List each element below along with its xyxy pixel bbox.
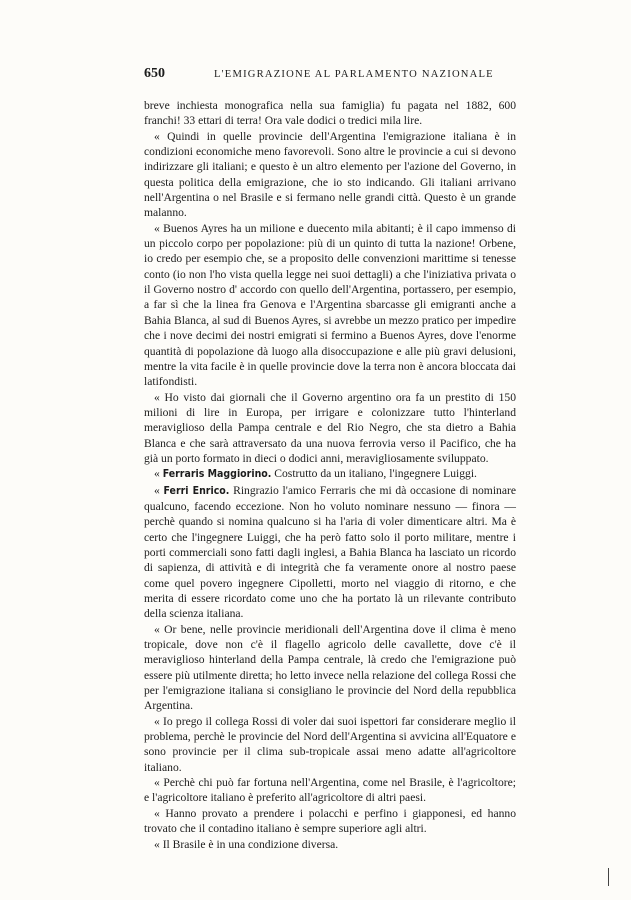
paragraph: breve inchiesta monografica nella sua famiglia) fu pagata nel 1882, 600 franchi! 33 ettari di terra! Ora vale dodici o tredici mila lire. <box>144 99 516 128</box>
speaker-name: Ferri Enrico. <box>163 484 230 497</box>
page-number: 650 <box>144 66 165 81</box>
document-page <box>144 66 516 852</box>
page-header <box>144 66 516 88</box>
speaker-paragraph <box>144 466 516 482</box>
running-title: L'EMIGRAZIONE AL PARLAMENTO NAZIONALE <box>214 69 494 80</box>
speech-text: Costrutto da un italiano, l'ingegnere Luiggi. <box>271 467 477 481</box>
margin-mark <box>608 868 609 886</box>
page-body <box>144 98 516 852</box>
speaker-name: Ferraris Maggiorino. <box>162 468 272 481</box>
paragraph: « Io prego il collega Rossi di voler dai suoi ispettori far considerare meglio il problema, perchè le provincie del Nord dell'Argentina si avvicina all'Equatore e sono provincie per il clima sub-tropicale assai meno adatte all'agricoltore italiano. <box>144 714 516 774</box>
speech-text: Ringrazio l'amico Ferraris che mi dà occasione di nominare qualcuno, facendo eccezione. Non ho voluto nominare nessuno — finora — perchè quando si nomina qualcuno si ha l'aria di voler dimenticare altri. Ma è certo che l'ingegnere Luiggi, che ha però fatto solo il porto militare, mentre i porti commerciali sono fatti dagli inglesi, a Bahia Blanca ha lasciato un ricordo di sapienza, di attività e di integrità che fa veramente onore al nostro paese come quel povero ingegnere Cipolletti, morto nel viaggio di ritorno, e che merita di essere ricordato come uno che ha portato là un rilevante contributo della scienza italiana. <box>144 483 516 621</box>
paragraph: « Perchè chi può far fortuna nell'Argentina, come nel Brasile, è l'agricoltore; e l'agricoltore italiano è preferito all'agricoltore di altri paesi. <box>144 776 516 805</box>
paragraph: « Il Brasile è in una condizione diversa. <box>154 837 339 851</box>
speaker-paragraph <box>144 483 516 622</box>
paragraph: « Buenos Ayres ha un milione e duecento mila abitanti; è il capo immenso di un piccolo corpo per popolazione: più di un quinto di tutta la nazione! Orbene, io credo per esempio che, se a proposito delle convenzioni marittime si tenesse conto (io non l'ho vista quella legge nei suoi dettagli) a che l'iniziativa privata o il Governo nostro d' accordo con quello dell'Argentina, portassero, per esempio, a far sì che la linea fra Genova e l'Argentina sbarcasse gli emigranti anche a Bahia Blanca, al sud di Buenos Ayres, si avrebbe un mezzo pratico per impedire che i nove decimi dei nostri emigrati si fermino a Buenos Ayres, dove l'enorme quantità di popolazione dà luogo alla disoccupazione e alle più gravi delusioni, mentre la vita facile è in quelle provincie dove la terra non è ancora bloccata dai latifondisti. <box>144 221 516 389</box>
paragraph: « Hanno provato a prendere i polacchi e perfino i giapponesi, ed hanno trovato che il contadino italiano è sempre superiore agli altri. <box>144 806 516 836</box>
paragraph: « Or bene, nelle provincie meridionali dell'Argentina dove il clima è meno tropicale, dove non c'è il flagello agricolo delle cavallette, dove c'è il meraviglioso hinterland della Pampa centrale, là credo che l'emigrazione può essere più utilmente diretta; ho letto invece nella relazione del collega Rossi che per l'emigrazione italiana si consigliano le provincie del Nord della repubblica Argentina. <box>144 622 516 713</box>
quote-mark: « <box>154 483 164 497</box>
paragraph: « Ho visto dai giornali che il Governo argentino ora fa un prestito di 150 milioni di lire in Europa, per irrigare e colonizzare tutto l'hinterland meraviglioso della Pampa centrale e del Rio Negro, che sta dietro a Bahia Blanca e che sarà attraversato da una nuova ferrovia verso il Pacifico, che ha già un porto formato in dieci o dodici anni, meravigliosamente sviluppato. <box>144 390 516 465</box>
quote-mark: « <box>154 467 163 481</box>
paragraph: « Quindi in quelle provincie dell'Argentina l'emigrazione italiana è in condizioni economiche meno favorevoli. Sono altre le provincie a cui si devono indirizzare gli italiani; e questo è un altro elemento per l'azione del Governo, in questa politica della emigrazione, che io sto indicando. Gli italiani arrivano nell'Argentina o nel Brasile e si fermano nelle grandi città. Questo è un grande malanno. <box>144 129 516 220</box>
